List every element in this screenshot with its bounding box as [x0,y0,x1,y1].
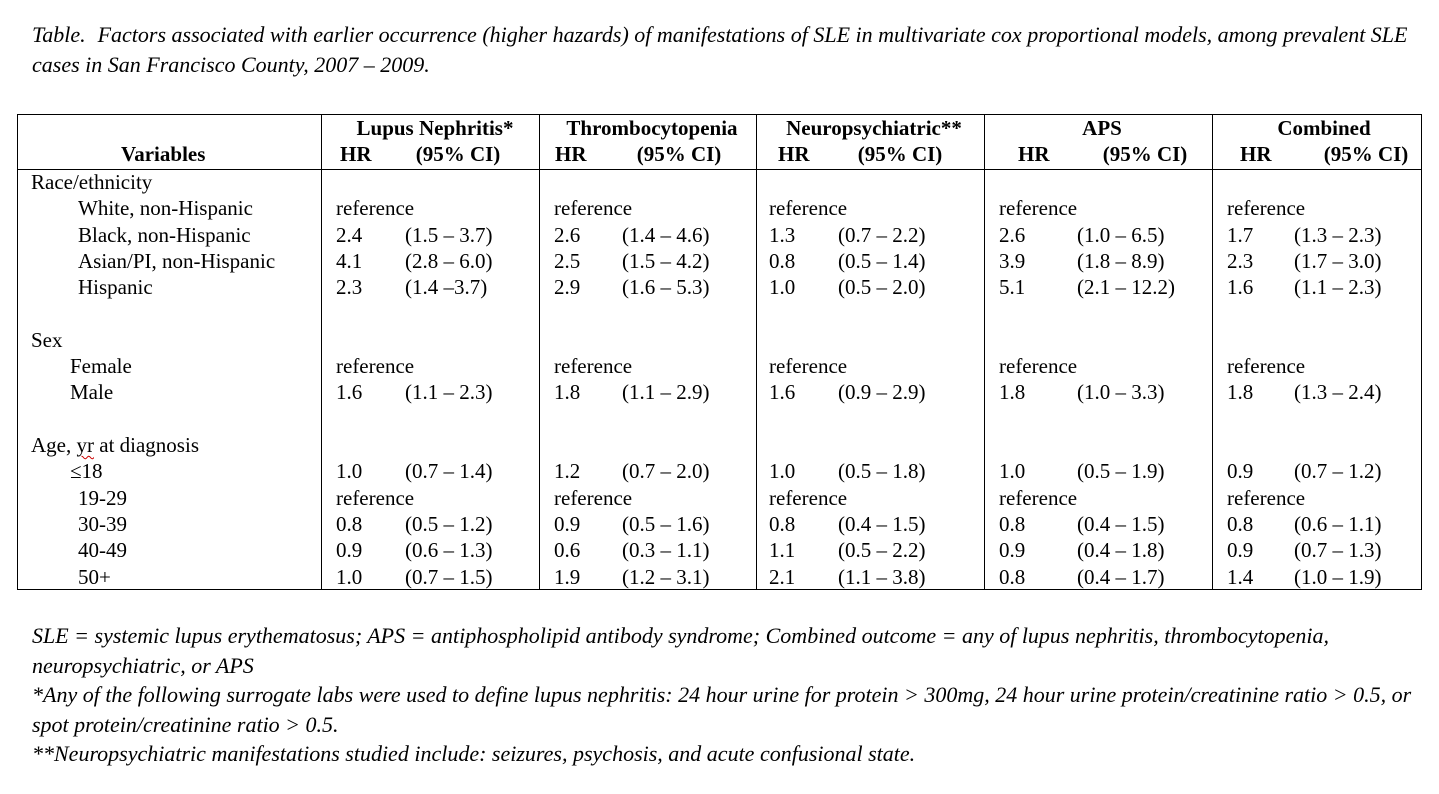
caption-text: Factors associated with earlier occurrence (higher hazards) of manifestations of SLE in multivariate cox proportional models, among prevalent SLE cases in San Francisco County, 2007 – 2009. [32,22,1408,77]
hr-value: 1.8 [554,380,581,405]
reference-cell: reference [336,485,415,510]
hr-value: 2.1 [769,564,796,589]
ci-value: (1.6 – 5.3) [622,275,710,300]
ci-value: (1.3 – 2.4) [1294,380,1382,405]
hr-value: 1.6 [1227,275,1254,300]
ci-value: (0.5 – 1.9) [1077,459,1165,484]
column-title: Neuropsychiatric** [786,116,962,140]
ci-value: (0.5 – 1.6) [622,511,710,536]
ci-value: (0.3 – 1.1) [622,538,710,563]
column-divider [1212,115,1213,589]
column-divider [321,115,322,589]
row-label: Black, non-Hispanic [78,222,251,247]
ci-value: (1.8 – 8.9) [1077,248,1165,273]
row-label: Asian/PI, non-Hispanic [78,248,276,273]
reference-cell: reference [336,354,415,379]
hazard-ratio-table [17,114,1422,590]
table-footnotes [32,621,1422,769]
column-title: Combined [1277,116,1371,140]
row-label: 50+ [78,564,111,589]
reference-cell: reference [554,196,633,221]
hr-value: 2.6 [554,222,581,247]
reference-cell: reference [769,354,848,379]
hr-value: 1.6 [769,380,796,405]
ci-value: (0.6 – 1.3) [405,538,493,563]
hr-value: 0.8 [1227,511,1254,536]
hr-value: 2.6 [999,222,1026,247]
ci-header: (95% CI) [636,142,722,166]
ci-value: (1.1 – 3.8) [838,564,926,589]
hr-header: HR [1240,142,1272,166]
ci-header: (95% CI) [1102,142,1188,166]
ci-value: (0.5 – 1.8) [838,459,926,484]
footnote-lupus-nephritis: *Any of the following surrogate labs were used to define lupus nephritis: 24 hour urine for protein > 300mg, 24 hour urine protein/creatinine ratio > 0.5, or spot protein/creatinine ratio > 0.5. [32,682,1412,737]
row-label: 40-49 [78,538,127,563]
hr-value: 1.0 [336,564,363,589]
hr-value: 0.8 [336,511,363,536]
hr-value: 0.8 [769,248,796,273]
column-title: Lupus Nephritis* [356,116,514,140]
hr-value: 1.8 [1227,380,1254,405]
ci-value: (2.1 – 12.2) [1077,275,1175,300]
ci-value: (0.9 – 2.9) [838,380,926,405]
row-label: Male [70,380,114,405]
hr-value: 0.9 [999,538,1026,563]
ci-value: (0.7 – 1.3) [1294,538,1382,563]
reference-cell: reference [769,485,848,510]
hr-value: 1.9 [554,564,581,589]
hr-value: 0.9 [1227,538,1254,563]
hr-value: 2.3 [336,275,363,300]
column-title: Thrombocytopenia [566,116,738,140]
ci-value: (1.0 – 3.3) [1077,380,1165,405]
ci-value: (1.4 – 4.6) [622,222,710,247]
ci-value: (0.6 – 1.1) [1294,511,1382,536]
column-divider [984,115,985,589]
row-label: 30-39 [78,511,127,536]
ci-header: (95% CI) [1323,142,1409,166]
row-label: Hispanic [78,275,153,300]
ci-value: (0.7 – 2.0) [622,459,710,484]
hr-value: 1.7 [1227,222,1254,247]
row-label: White, non-Hispanic [78,196,253,221]
ci-value: (1.4 –3.7) [405,275,488,300]
hr-value: 0.8 [999,564,1026,589]
hr-value: 0.9 [1227,459,1254,484]
row-label: Female [70,354,132,379]
hr-value: 1.2 [554,459,581,484]
ci-value: (1.0 – 1.9) [1294,564,1382,589]
ci-value: (1.7 – 3.0) [1294,248,1382,273]
reference-cell: reference [1227,485,1306,510]
hr-value: 1.0 [769,459,796,484]
hr-header: HR [555,142,587,166]
ci-value: (1.2 – 3.1) [622,564,710,589]
row-group-label: Age, yr at diagnosis [31,433,199,457]
row-group-label: Race/ethnicity [31,170,153,194]
hr-value: 2.3 [1227,248,1254,273]
ci-value: (1.0 – 6.5) [1077,222,1165,247]
reference-cell: reference [769,196,848,221]
hr-value: 1.4 [1227,564,1254,589]
ci-value: (2.8 – 6.0) [405,248,493,273]
ci-value: (1.1 – 2.3) [1294,275,1382,300]
hr-value: 3.9 [999,248,1026,273]
hr-value: 1.0 [336,459,363,484]
hr-header: HR [1018,142,1050,166]
ci-value: (1.5 – 4.2) [622,248,710,273]
ci-value: (0.5 – 2.2) [838,538,926,563]
reference-cell: reference [554,485,633,510]
hr-value: 1.0 [999,459,1026,484]
hr-value: 1.1 [769,538,796,563]
ci-value: (1.5 – 3.7) [405,222,493,247]
ci-value: (0.4 – 1.5) [1077,511,1165,536]
reference-cell: reference [1227,196,1306,221]
ci-header: (95% CI) [857,142,943,166]
row-group-label: Sex [31,327,63,352]
reference-cell: reference [1227,354,1306,379]
hr-value: 5.1 [999,275,1026,300]
column-title: APS [1082,116,1122,140]
hr-header: HR [778,142,810,166]
hr-header: HR [340,142,372,166]
header-divider [18,169,1421,170]
row-label: 19-29 [78,485,127,510]
ci-value: (0.5 – 1.2) [405,511,493,536]
ci-value: (0.7 – 1.4) [405,459,493,484]
hr-value: 0.9 [336,538,363,563]
hr-value: 0.8 [769,511,796,536]
reference-cell: reference [999,485,1078,510]
ci-value: (0.5 – 2.0) [838,275,926,300]
hr-value: 2.4 [336,222,363,247]
ci-value: (0.4 – 1.7) [1077,564,1165,589]
column-divider [756,115,757,589]
ci-value: (0.7 – 1.2) [1294,459,1382,484]
hr-value: 1.3 [769,222,796,247]
caption-label: Table. [32,22,86,47]
ci-value: (0.7 – 1.5) [405,564,493,589]
ci-value: (1.3 – 2.3) [1294,222,1382,247]
reference-cell: reference [554,354,633,379]
hr-value: 1.6 [336,380,363,405]
reference-cell: reference [336,196,415,221]
hr-value: 4.1 [336,248,363,273]
reference-cell: reference [999,196,1078,221]
hr-value: 0.8 [999,511,1026,536]
variables-header: Variables [121,142,206,166]
hr-value: 0.6 [554,538,581,563]
hr-value: 2.9 [554,275,581,300]
table-caption [32,20,1412,80]
footnote-neuropsychiatric: **Neuropsychiatric manifestations studied include: seizures, psychosis, and acute confusional state. [32,741,916,766]
ci-value: (1.1 – 2.9) [622,380,710,405]
row-label: ≤18 [70,459,103,484]
ci-value: (1.1 – 2.3) [405,380,493,405]
footnote-abbreviations: SLE = systemic lupus erythematosus; APS = antiphospholipid antibody syndrome; Combined outcome = any of lupus nephritis, thrombocytopenia, neuropsychiatric, or APS [32,623,1329,678]
hr-value: 0.9 [554,511,581,536]
ci-value: (0.4 – 1.8) [1077,538,1165,563]
ci-header: (95% CI) [415,142,501,166]
reference-cell: reference [999,354,1078,379]
ci-value: (0.7 – 2.2) [838,222,926,247]
ci-value: (0.5 – 1.4) [838,248,926,273]
hr-value: 1.8 [999,380,1026,405]
ci-value: (0.4 – 1.5) [838,511,926,536]
hr-value: 1.0 [769,275,796,300]
hr-value: 2.5 [554,248,581,273]
column-divider [539,115,540,589]
